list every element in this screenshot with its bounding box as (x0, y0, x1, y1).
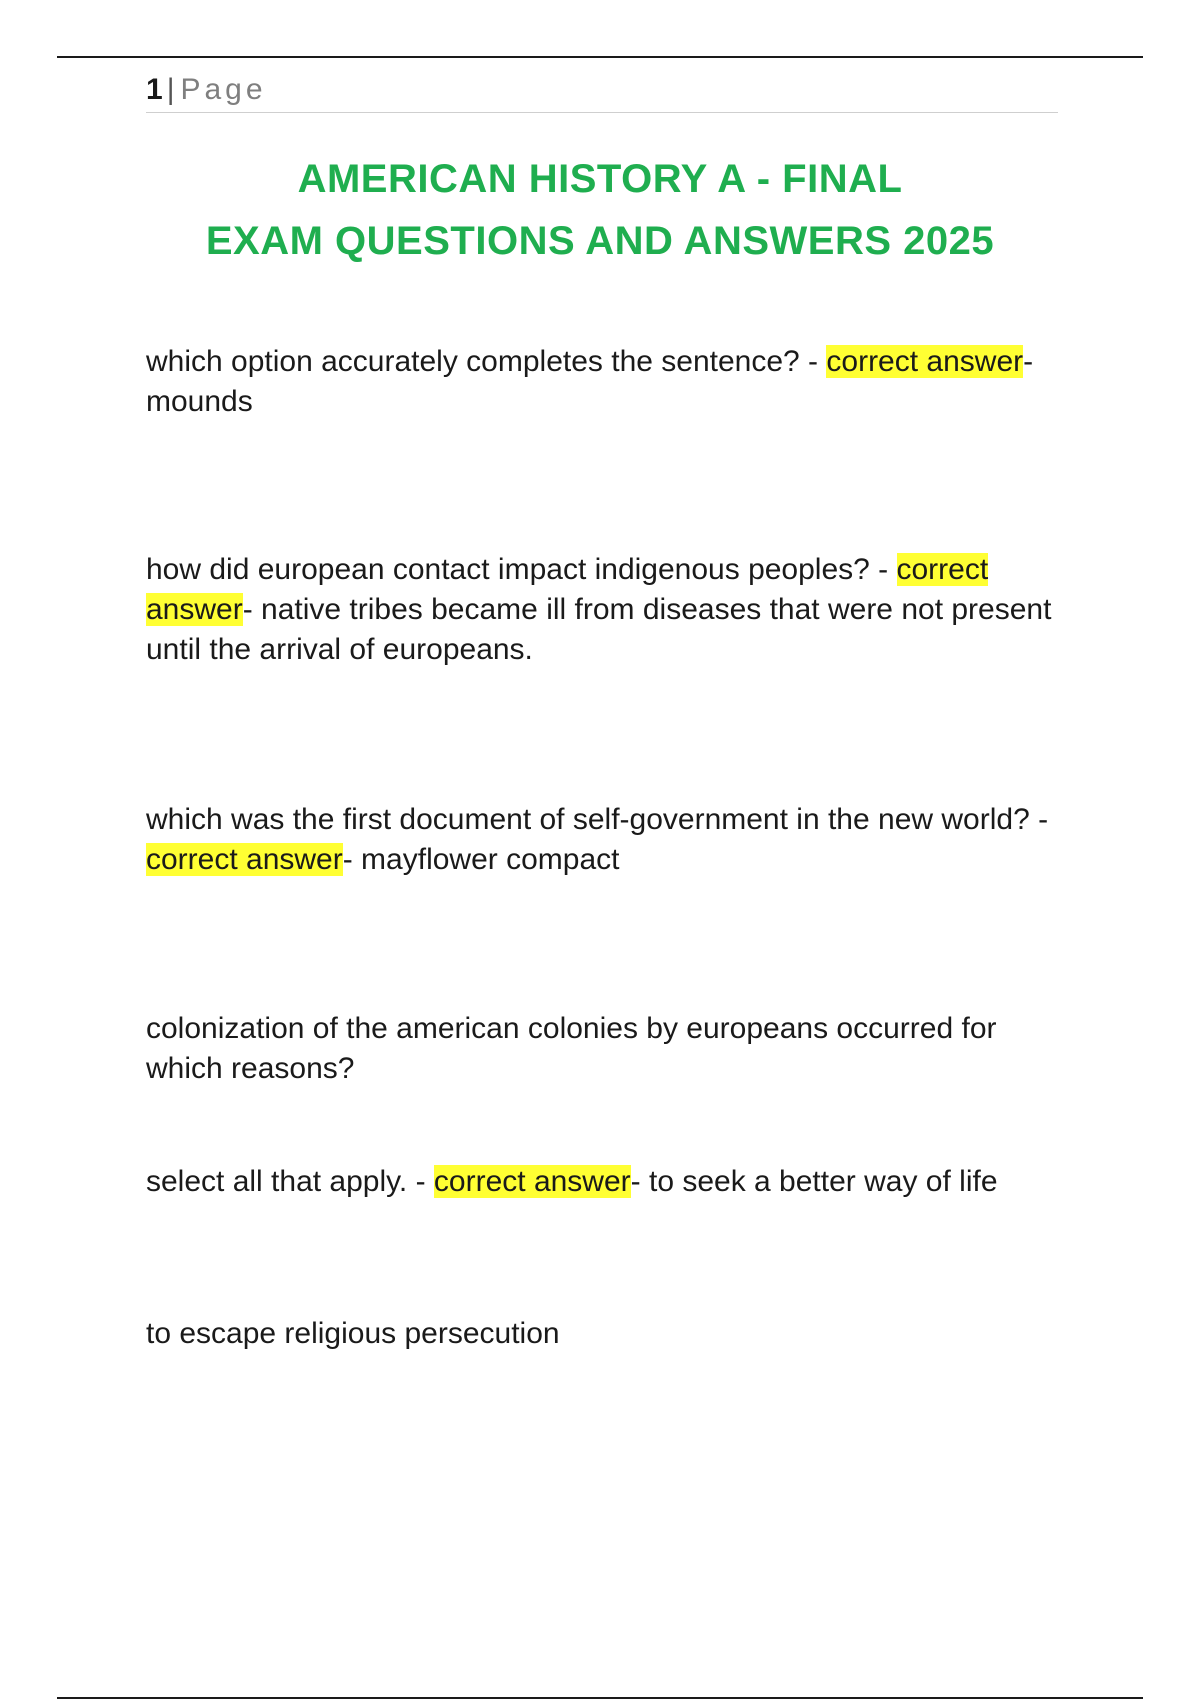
answer-highlight: correct answer (826, 345, 1024, 378)
question-text: which was the first document of self-government in the new world? - (146, 803, 1049, 836)
page-label: Page (180, 73, 267, 106)
answer-option: to escape religious persecution (146, 1317, 560, 1350)
question-text: colonization of the american colonies by europeans occurred for which reasons? (146, 1012, 997, 1085)
qa-item-6 (146, 1314, 1066, 1354)
answer-highlight: correct answer (146, 843, 343, 876)
top-rule (57, 56, 1143, 58)
qa-item-1 (146, 342, 1066, 422)
title-line-2: EXAM QUESTIONS AND ANSWERS 2025 (205, 219, 995, 263)
answer-highlight: correct answer (433, 1165, 631, 1198)
page-separator: | (166, 73, 175, 106)
page-header (146, 70, 1058, 113)
title-line-1: AMERICAN HISTORY A - FINAL (297, 157, 903, 201)
qa-item-5 (146, 1162, 1066, 1202)
question-text: select all that apply. - (146, 1165, 434, 1198)
answer-text: - mounds (146, 345, 1034, 418)
qa-item-4 (146, 1009, 1066, 1089)
qa-item-2 (146, 550, 1066, 670)
question-text: how did european contact impact indigenous peoples? - (146, 553, 897, 586)
answer-text: - to seek a better way of life (630, 1165, 998, 1198)
answer-highlight: correct answer (146, 553, 989, 626)
question-text: which option accurately completes the sentence? - (146, 345, 827, 378)
answer-text: - mayflower compact (342, 843, 620, 876)
bottom-rule (57, 1697, 1143, 1699)
document-title (120, 148, 1080, 272)
page-number: 1 (146, 73, 163, 106)
answer-text: - native tribes became ill from diseases that were not present until the arrival of europeans. (146, 593, 1052, 666)
qa-item-3 (146, 800, 1066, 880)
